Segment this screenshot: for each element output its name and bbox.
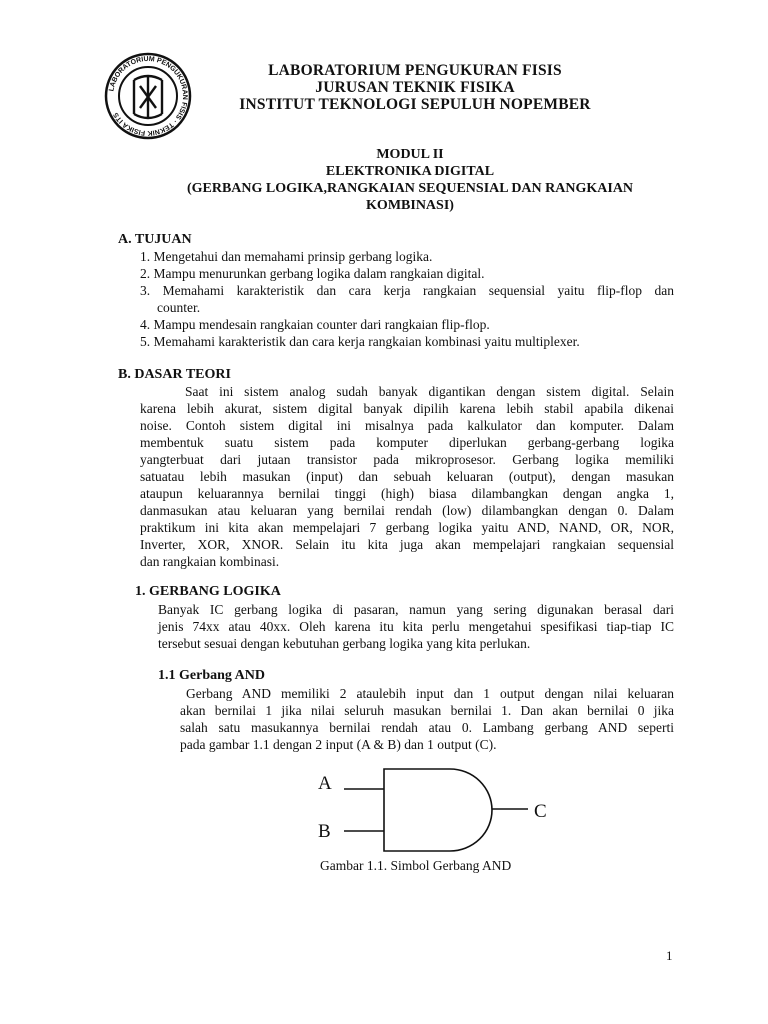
subsection-1-1-heading: 1.1 Gerbang AND bbox=[158, 668, 265, 683]
paragraph-line: dan rangkaian kombinasi. bbox=[140, 554, 280, 569]
paragraph-line: Banyak IC gerbang logika di pasaran, namun yang sering digunakan berasal dari bbox=[158, 602, 674, 617]
output-c-label: C bbox=[534, 801, 547, 822]
list-item: 3. Memahami karakteristik dan cara kerja rangkaian sequensial yaitu flip-flop dan bbox=[140, 283, 674, 298]
header-line-institute: INSTITUT TEKNOLOGI SEPULUH NOPEMBER bbox=[239, 96, 591, 113]
paragraph-line: noise. Contoh sistem digital ini misalnya pada kalkulator dan komputer. Dalam bbox=[140, 418, 674, 433]
figure-caption: Gambar 1.1. Simbol Gerbang AND bbox=[320, 858, 512, 873]
paragraph-line: yangterbuat dari jutaan transistor pada mikroprosesor. Gerbang logika memiliki bbox=[140, 452, 674, 467]
paragraph-line: Inverter, XOR, XNOR. Selain itu kita juga akan mempelajari rangkaian sequensial bbox=[140, 537, 674, 552]
paragraph-line: Gerbang AND memiliki 2 ataulebih input dan 1 output dengan nilai keluaran bbox=[186, 686, 674, 701]
paragraph-line: pada gambar 1.1 dengan 2 input (A & B) dan 1 output (C). bbox=[180, 737, 497, 752]
and-gate-symbol bbox=[300, 765, 560, 855]
title-line-subject: ELEKTRONIKA DIGITAL bbox=[325, 164, 495, 179]
paragraph-line: praktikum ini kita akan mempelajari 7 gerbang logika yaitu AND, NAND, OR, NOR, bbox=[140, 520, 674, 535]
list-item: 5. Memahami karakteristik dan cara kerja rangkaian kombinasi yaitu multiplexer. bbox=[140, 334, 580, 349]
and-gate-paragraph bbox=[180, 685, 674, 753]
subsection-1-heading: 1. GERBANG LOGIKA bbox=[135, 584, 281, 599]
institution-header bbox=[200, 62, 630, 113]
objectives-list bbox=[140, 248, 674, 350]
paragraph-line: Saat ini sistem analog sudah banyak digantikan dengan sistem digital. Selain bbox=[185, 384, 674, 399]
title-line-module: MODUL II bbox=[376, 147, 444, 162]
header-line-lab: LABORATORIUM PENGUKURAN FISIS bbox=[268, 62, 562, 79]
paragraph-line: tersebut sesuai dengan kebutuhan gerbang logika yang kita perlukan. bbox=[158, 636, 531, 651]
input-b-label: B bbox=[318, 821, 331, 842]
list-item: 4. Mampu mendesain rangkaian counter dari rangkaian flip-flop. bbox=[140, 317, 490, 332]
logo-ring-text: LABORATORIUM PENGUKURAN FISIS · TEKNIK FISIKA ITS bbox=[108, 55, 189, 137]
section-a-heading: A. TUJUAN bbox=[118, 232, 192, 247]
paragraph-line: salah satu masukannya bernilai rendah atau 0. Lambang gerbang AND seperti bbox=[180, 720, 674, 735]
title-line-topics-cont: KOMBINASI) bbox=[366, 198, 454, 213]
list-item: counter. bbox=[157, 300, 201, 315]
list-item: 1. Mengetahui dan memahami prinsip gerbang logika. bbox=[140, 249, 433, 264]
module-title bbox=[100, 146, 720, 214]
page-number: 1 bbox=[666, 948, 673, 963]
paragraph-line: akan bernilai 1 jika nilai seluruh masukan bernilai 1. Dan akan bernilai 0 jika bbox=[180, 703, 674, 718]
paragraph-line: satuatau lebih masukan (input) dan sebuah keluaran (output), dengan masukan bbox=[140, 469, 674, 484]
input-a-label: A bbox=[318, 773, 332, 794]
its-lab-logo bbox=[104, 52, 192, 140]
paragraph-line: jenis 74xx atau 40xx. Oleh karena itu kita perlu mengetahui spesifikasi tiap-tiap IC bbox=[158, 619, 674, 634]
and-gate-body bbox=[384, 769, 492, 851]
title-line-topics: (GERBANG LOGIKA,RANGKAIAN SEQUENSIAL DAN RANGKAIAN bbox=[186, 181, 634, 196]
theory-paragraph bbox=[140, 383, 674, 570]
section-b-heading: B. DASAR TEORI bbox=[118, 367, 231, 382]
logic-gate-paragraph bbox=[158, 601, 674, 652]
header-line-department: JURUSAN TEKNIK FISIKA bbox=[315, 79, 515, 96]
list-item: 2. Mampu menurunkan gerbang logika dalam rangkaian digital. bbox=[140, 266, 485, 281]
paragraph-line: membentuk suatu sistem pada komputer diperlukan gerbang-gerbang logika bbox=[140, 435, 674, 450]
paragraph-line: ataupun keluarannya bernilai tinggi (high) biasa dilambangkan dengan angka 1, bbox=[140, 486, 674, 501]
paragraph-line: karena lebih akurat, sistem digital banyak dipilih karena lebih stabil apabila dikenai bbox=[140, 401, 674, 416]
paragraph-line: danmasukan atau keluaran yang bernilai rendah (low) dilambangkan dengan 0. Dalam bbox=[140, 503, 674, 518]
